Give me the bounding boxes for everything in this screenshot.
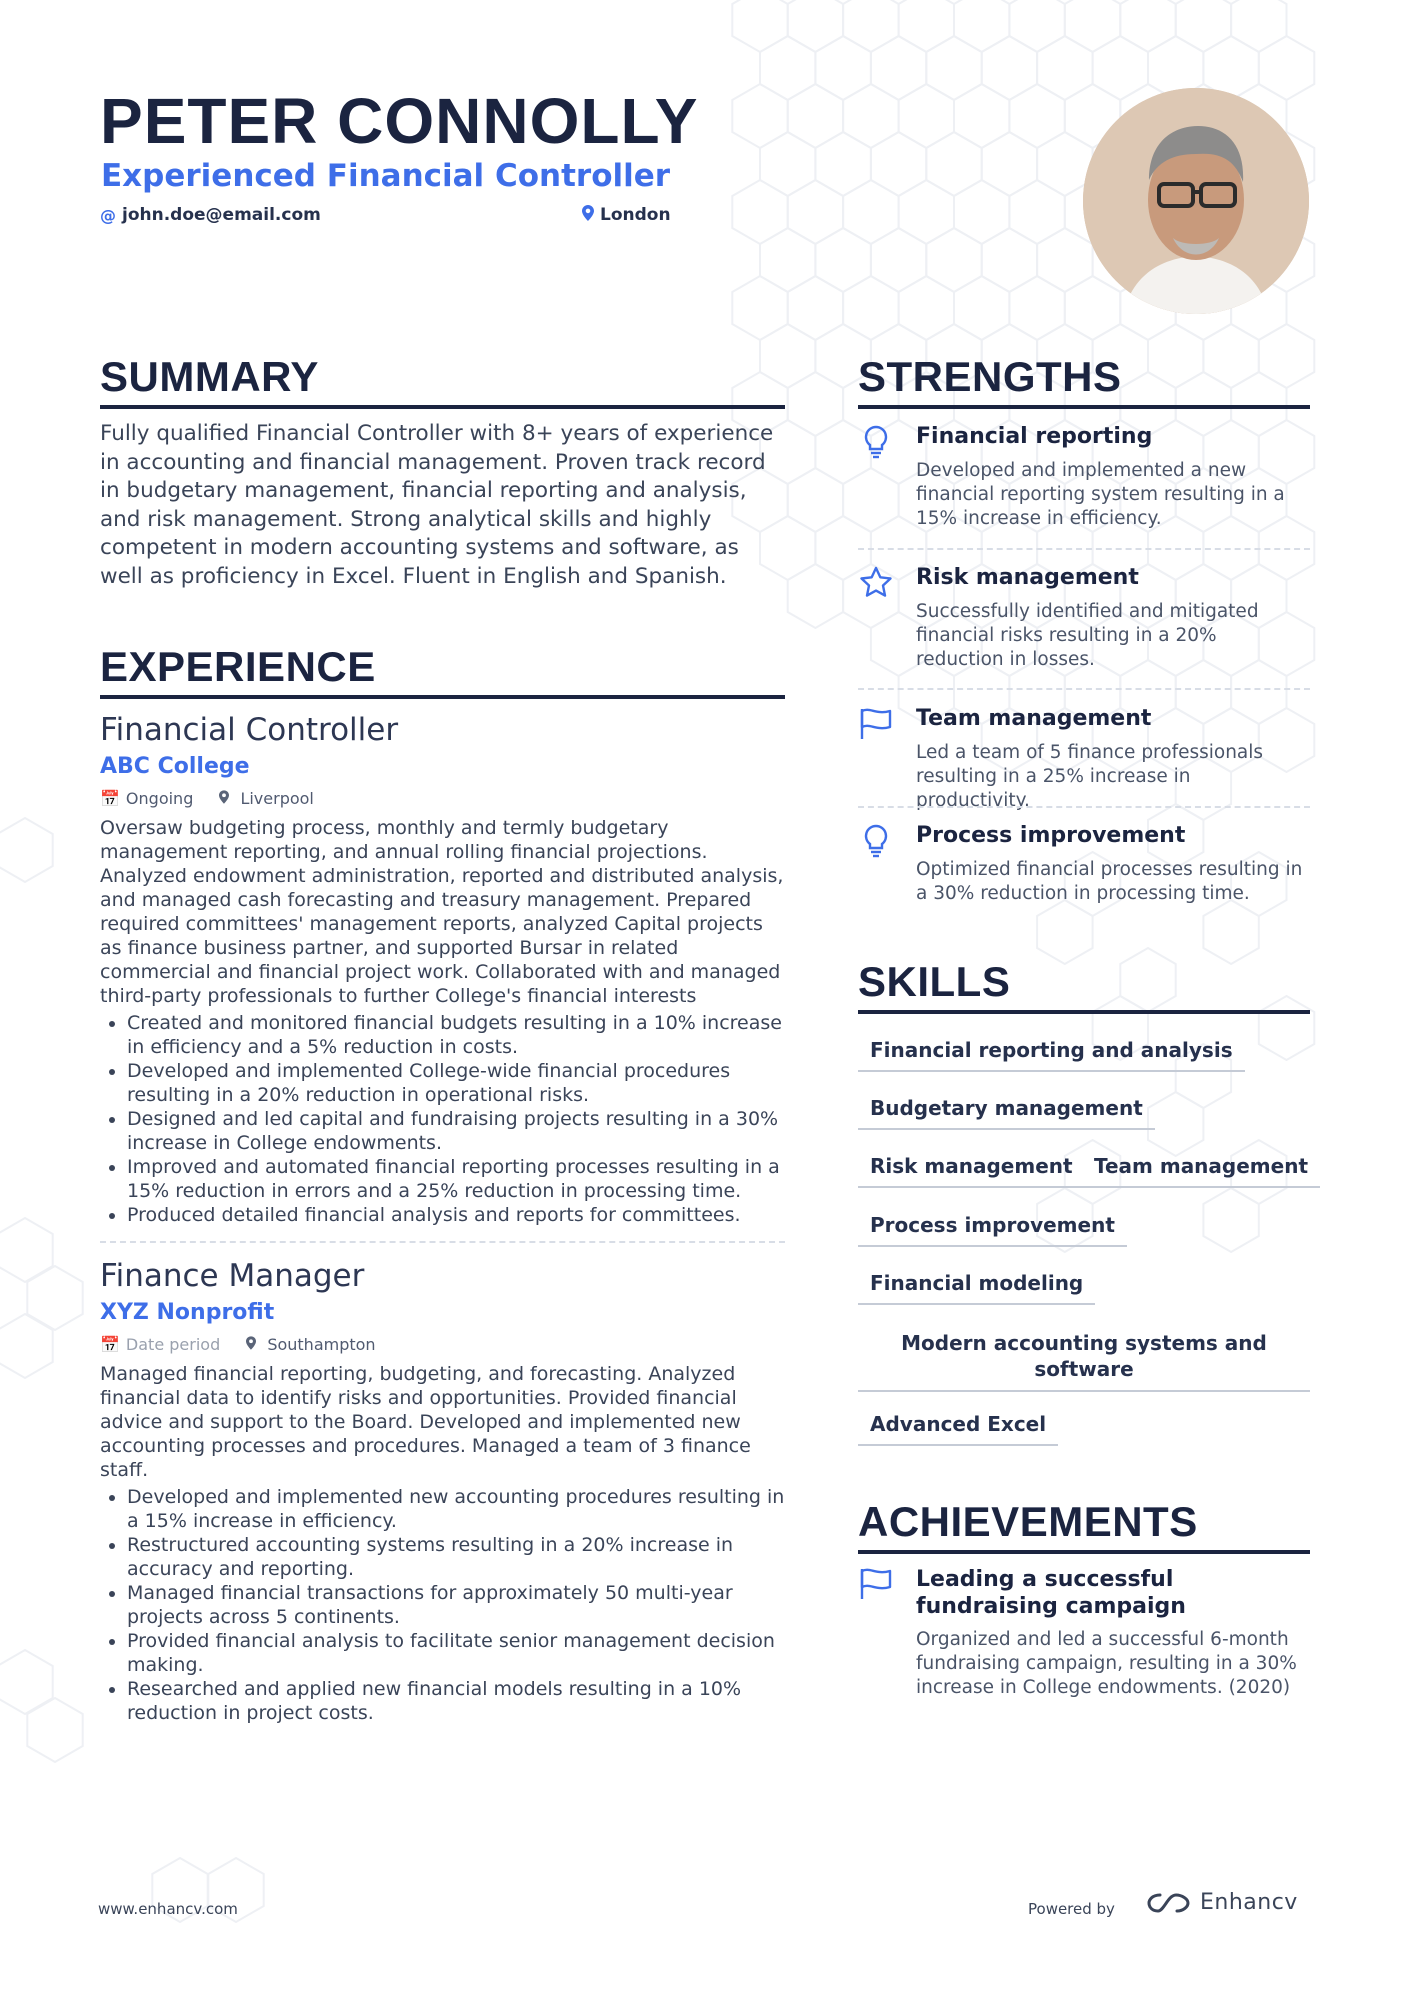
skill-tag: Financial modeling xyxy=(858,1271,1095,1305)
powered-by-label: Powered by xyxy=(1028,1900,1115,1918)
job-location: Southampton xyxy=(246,1335,375,1354)
job-period: 📅 Ongoing xyxy=(100,789,194,808)
skill-tag: Budgetary management xyxy=(858,1096,1155,1130)
job-achievements-list xyxy=(100,1485,785,1725)
list-item: • Provided financial analysis to facilitate senior management decision making. xyxy=(127,1629,785,1677)
profile-photo xyxy=(1083,88,1309,314)
list-item: • Developed and implemented College-wide financial procedures resulting in a 20% reduction in operational risks. xyxy=(127,1059,785,1107)
enhancv-brand-text: Enhancv xyxy=(1200,1890,1298,1915)
contact-location xyxy=(582,205,671,225)
skill-tag: Advanced Excel xyxy=(858,1412,1058,1446)
job-meta xyxy=(100,1335,785,1354)
calendar-icon: 📅 xyxy=(100,1335,120,1354)
job-title: Financial Controller xyxy=(100,712,399,748)
list-item: • Researched and applied new financial models resulting in a 10% reduction in project costs. xyxy=(127,1677,785,1725)
job-period: 📅 Date period xyxy=(100,1335,221,1354)
strength-description: Led a team of 5 finance professionals resulting in a 25% increase in productivity. xyxy=(916,742,1264,811)
strength-description: Developed and implemented a new financial reporting system resulting in a 15% increase in efficiency. xyxy=(916,460,1285,529)
job-meta xyxy=(100,789,785,808)
list-item: • Designed and led capital and fundraising projects resulting in a 30% increase in College endowments. xyxy=(127,1107,785,1155)
strength-description: Successfully identified and mitigated financial risks resulting in a 20% reduction in losses. xyxy=(916,601,1259,670)
achievements-heading: ACHIEVEMENTS xyxy=(858,1498,1310,1554)
achievement-title: Leading a successful fundraising campaign xyxy=(916,1567,1186,1619)
skill-tag: Financial reporting and analysis xyxy=(858,1038,1245,1072)
list-item: • Produced detailed financial analysis and reports for committees. xyxy=(127,1203,785,1227)
skill-tag: Risk management xyxy=(858,1154,1085,1188)
job-description: Oversaw budgeting process, monthly and termly budgetary management reporting, and annual rolling financial projections. Analyzed endowment administration, reported and distributed analysis, and managed cash forecasting and treasury management. Prepared required committees' management reports, analyzed Capital projects as finance business partner, and supported Bursar in related commercial and financial project work. Collaborated with and managed third-party professionals to further College's financial interests xyxy=(100,817,784,1007)
strength-title: Team management xyxy=(916,706,1152,731)
strength-title: Process improvement xyxy=(916,823,1186,848)
at-icon: @ xyxy=(100,205,116,225)
strength-divider xyxy=(858,548,1310,550)
strength-item xyxy=(858,424,1310,531)
list-item: • Managed financial transactions for approximately 50 multi-year projects across 5 continents. xyxy=(127,1581,785,1629)
lightbulb-icon xyxy=(858,424,894,460)
candidate-name: PETER CONNOLLY xyxy=(100,85,699,157)
email-text: john.doe@email.com xyxy=(122,205,321,225)
summary-heading: SUMMARY xyxy=(100,353,785,409)
star-icon xyxy=(858,565,894,601)
company-name[interactable]: XYZ Nonprofit xyxy=(100,1300,275,1325)
summary-text: Fully qualified Financial Controller with 8+ years of experience in accounting and financial management. Proven track record in budgetary management, financial reporting and analysis, and risk management. Strong analytical skills and highly competent in modern accounting systems and software, as well as proficiency in Excel. Fluent in English and Spanish. xyxy=(100,421,774,589)
skills-heading: SKILLS xyxy=(858,958,1310,1014)
contact-email[interactable] xyxy=(100,205,321,225)
job-achievements-list xyxy=(100,1011,785,1227)
job-location: Liverpool xyxy=(219,789,314,808)
strength-item xyxy=(858,565,1310,672)
skill-tag: Team management xyxy=(1082,1154,1320,1188)
strength-divider xyxy=(858,806,1310,808)
experience-entry xyxy=(100,1258,785,1725)
experience-heading: EXPERIENCE xyxy=(100,643,785,699)
strength-title: Risk management xyxy=(916,565,1139,590)
job-title: Finance Manager xyxy=(100,1258,365,1294)
strength-description: Optimized financial processes resulting in a 30% reduction in processing time. xyxy=(916,859,1303,904)
job-description: Managed financial reporting, budgeting, and forecasting. Analyzed financial data to identify risks and opportunities. Provided financial advice and support to the Board. Developed and implemented new accounting processes and procedures. Managed a team of 3 finance staff. xyxy=(100,1363,751,1481)
list-item: • Restructured accounting systems resulting in a 20% increase in accuracy and reporting. xyxy=(127,1533,785,1581)
strength-item xyxy=(858,706,1310,813)
list-item: • Developed and implemented new accounting procedures resulting in a 15% increase in efficiency. xyxy=(127,1485,785,1533)
enhancv-logo[interactable] xyxy=(1146,1890,1298,1915)
list-item: • Improved and automated financial reporting processes resulting in a 15% reduction in errors and a 25% reduction in processing time. xyxy=(127,1155,785,1203)
skill-tag: Process improvement xyxy=(858,1213,1127,1247)
calendar-icon: 📅 xyxy=(100,789,120,808)
footer-url[interactable]: www.enhancv.com xyxy=(98,1900,238,1918)
achievement-description: Organized and led a successful 6-month fundraising campaign, resulting in a 30% increase in College endowments. (2020) xyxy=(916,1629,1297,1698)
strength-divider xyxy=(858,688,1310,690)
company-name[interactable]: ABC College xyxy=(100,754,250,779)
skill-tag: Modern accounting systems and software xyxy=(858,1330,1310,1392)
location-text: London xyxy=(600,205,671,225)
map-pin-icon xyxy=(219,789,234,808)
enhancv-logo-icon xyxy=(1146,1891,1192,1915)
map-pin-icon xyxy=(582,205,594,225)
experience-entry xyxy=(100,712,785,1227)
flag-icon xyxy=(858,706,894,742)
lightbulb-icon xyxy=(858,823,894,859)
strength-item xyxy=(858,823,1310,906)
map-pin-icon xyxy=(246,1335,261,1354)
strengths-heading: STRENGTHS xyxy=(858,353,1310,409)
list-item: • Created and monitored financial budgets resulting in a 10% increase in efficiency and a 5% reduction in costs. xyxy=(127,1011,785,1059)
strength-title: Financial reporting xyxy=(916,424,1153,449)
candidate-title: Experienced Financial Controller xyxy=(101,158,671,194)
flag-icon xyxy=(858,1566,894,1602)
entry-divider xyxy=(100,1241,785,1243)
